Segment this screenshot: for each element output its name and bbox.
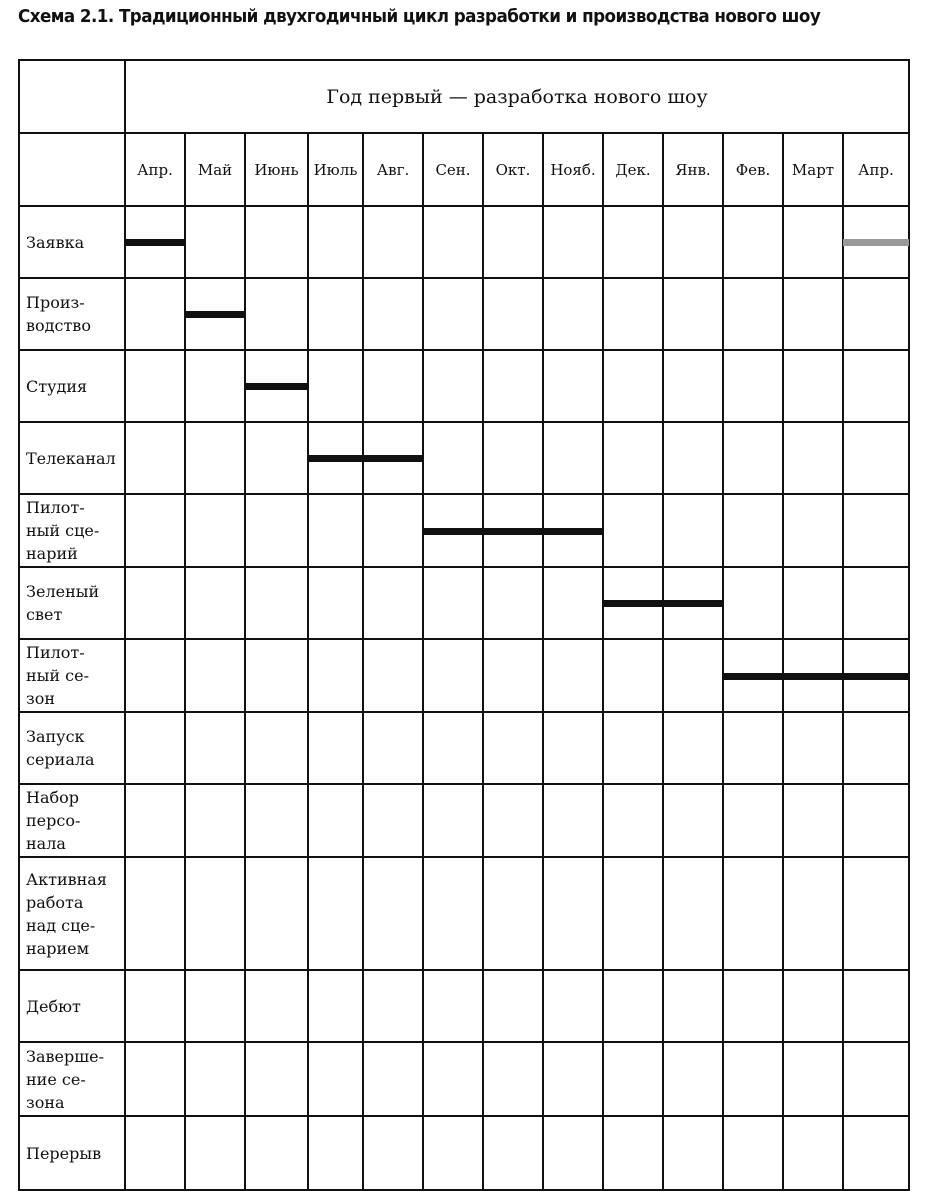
timeline-cell [363, 494, 423, 567]
timeline-cell [308, 712, 363, 784]
timeline-cell [663, 567, 723, 639]
timeline-cell [543, 784, 603, 857]
timeline-cell [125, 857, 185, 970]
timeline-cell [603, 206, 663, 278]
timeline-cell [185, 857, 245, 970]
task-row [20, 784, 908, 857]
timeline-cell [543, 1042, 603, 1116]
month-header: Окт. [483, 133, 543, 206]
timeline-cell [723, 206, 783, 278]
task-row [20, 970, 908, 1042]
timeline-cell [185, 567, 245, 639]
gantt-chart [18, 59, 910, 1191]
timeline-cell [723, 350, 783, 422]
timeline-cell [125, 422, 185, 494]
timeline-cell [363, 970, 423, 1042]
timeline-cell [125, 494, 185, 567]
task-label: Заверше- ние се- зона [20, 1042, 125, 1116]
timeline-cell [185, 712, 245, 784]
timeline-cell [783, 639, 843, 712]
timeline-cell [663, 970, 723, 1042]
timeline-cell [308, 1116, 363, 1190]
timeline-cell [185, 350, 245, 422]
timeline-cell [603, 639, 663, 712]
timeline-cell [783, 1116, 843, 1190]
task-row [20, 350, 908, 422]
timeline-cell [423, 494, 483, 567]
timeline-cell [543, 639, 603, 712]
timeline-cell [843, 712, 908, 784]
timeline-cell [185, 1116, 245, 1190]
timeline-cell [843, 206, 908, 278]
timeline-cell [423, 278, 483, 350]
timeline-cell [308, 970, 363, 1042]
timeline-cell [543, 206, 603, 278]
timeline-cell [663, 712, 723, 784]
timeline-cell [603, 567, 663, 639]
task-label: Дебют [20, 970, 125, 1042]
timeline-cell [783, 970, 843, 1042]
timeline-cell [185, 784, 245, 857]
timeline-cell [363, 857, 423, 970]
timeline-cell [185, 1042, 245, 1116]
timeline-cell [723, 712, 783, 784]
timeline-cell [843, 1116, 908, 1190]
timeline-cell [843, 422, 908, 494]
timeline-cell [663, 784, 723, 857]
timeline-cell [663, 639, 723, 712]
timeline-cell [783, 567, 843, 639]
timeline-cell [245, 278, 308, 350]
timeline-cell [783, 1042, 843, 1116]
timeline-bar [245, 383, 309, 390]
timeline-cell [245, 206, 308, 278]
timeline-cell [245, 1116, 308, 1190]
timeline-cell [543, 494, 603, 567]
timeline-cell [185, 970, 245, 1042]
task-label: Пилот- ный сце- нарий [20, 494, 125, 567]
timeline-cell [483, 350, 543, 422]
timeline-cell [363, 784, 423, 857]
timeline-cell [308, 494, 363, 567]
timeline-cell [308, 567, 363, 639]
timeline-cell [363, 278, 423, 350]
timeline-cell [543, 422, 603, 494]
timeline-cell [543, 350, 603, 422]
timeline-cell [185, 278, 245, 350]
timeline-cell [603, 784, 663, 857]
timeline-cell [603, 1042, 663, 1116]
timeline-cell [308, 422, 363, 494]
timeline-cell [723, 857, 783, 970]
timeline-cell [308, 639, 363, 712]
corner-cell-months [20, 133, 125, 206]
timeline-cell [783, 712, 843, 784]
month-header: Нояб. [543, 133, 603, 206]
timeline-cell [125, 1042, 185, 1116]
timeline-cell [363, 422, 423, 494]
timeline-cell [603, 278, 663, 350]
timeline-cell [603, 1116, 663, 1190]
task-row [20, 278, 908, 350]
timeline-cell [543, 1116, 603, 1190]
month-header: Март [783, 133, 843, 206]
timeline-cell [663, 857, 723, 970]
timeline-cell [125, 350, 185, 422]
timeline-bar [125, 239, 186, 246]
timeline-cell [125, 567, 185, 639]
timeline-cell [723, 1042, 783, 1116]
timeline-cell [663, 422, 723, 494]
task-row [20, 422, 908, 494]
timeline-cell [125, 784, 185, 857]
timeline-cell [843, 1042, 908, 1116]
timeline-cell [483, 970, 543, 1042]
timeline-cell [308, 278, 363, 350]
timeline-cell [783, 350, 843, 422]
timeline-cell [245, 970, 308, 1042]
timeline-cell [663, 1042, 723, 1116]
timeline-cell [185, 494, 245, 567]
timeline-cell [663, 206, 723, 278]
timeline-cell [363, 567, 423, 639]
timeline-cell [245, 857, 308, 970]
timeline-cell [245, 639, 308, 712]
task-row [20, 712, 908, 784]
timeline-cell [245, 784, 308, 857]
timeline-cell [723, 639, 783, 712]
task-row [20, 1116, 908, 1190]
timeline-cell [723, 278, 783, 350]
timeline-cell [125, 639, 185, 712]
timeline-cell [603, 350, 663, 422]
task-row [20, 567, 908, 639]
month-header: Сен. [423, 133, 483, 206]
task-label: Телеканал [20, 422, 125, 494]
timeline-cell [603, 712, 663, 784]
timeline-bar [185, 311, 246, 318]
timeline-cell [423, 422, 483, 494]
timeline-cell [245, 422, 308, 494]
timeline-cell [245, 494, 308, 567]
task-row [20, 857, 908, 970]
timeline-cell [483, 206, 543, 278]
timeline-cell [603, 857, 663, 970]
timeline-cell [783, 422, 843, 494]
timeline-cell [125, 1116, 185, 1190]
timeline-cell [723, 970, 783, 1042]
timeline-cell [783, 278, 843, 350]
timeline-cell [783, 784, 843, 857]
timeline-cell [245, 712, 308, 784]
timeline-cell [125, 970, 185, 1042]
timeline-cell [723, 494, 783, 567]
month-header: Авг. [363, 133, 423, 206]
timeline-cell [543, 278, 603, 350]
timeline-cell [483, 1116, 543, 1190]
month-header: Июль [308, 133, 363, 206]
timeline-cell [483, 712, 543, 784]
timeline-cell [483, 784, 543, 857]
timeline-cell [843, 970, 908, 1042]
timeline-cell [843, 350, 908, 422]
timeline-cell [125, 206, 185, 278]
timeline-cell [185, 639, 245, 712]
timeline-cell [245, 350, 308, 422]
timeline-cell [185, 422, 245, 494]
timeline-cell [363, 206, 423, 278]
timeline-cell [423, 206, 483, 278]
corner-cell [20, 61, 125, 133]
timeline-cell [843, 857, 908, 970]
year-header-row [20, 61, 908, 133]
timeline-cell [363, 712, 423, 784]
timeline-cell [423, 350, 483, 422]
timeline-cell [783, 206, 843, 278]
timeline-cell [543, 567, 603, 639]
timeline-cell [185, 206, 245, 278]
task-label: Запуск сериала [20, 712, 125, 784]
month-header: Янв. [663, 133, 723, 206]
timeline-cell [245, 567, 308, 639]
timeline-cell [308, 784, 363, 857]
month-header: Фев. [723, 133, 783, 206]
task-label: Зеленый свет [20, 567, 125, 639]
month-header-row [20, 133, 908, 206]
timeline-cell [423, 1042, 483, 1116]
timeline-cell [125, 712, 185, 784]
timeline-cell [723, 784, 783, 857]
timeline-cell [663, 1116, 723, 1190]
timeline-cell [603, 422, 663, 494]
task-label: Перерыв [20, 1116, 125, 1190]
timeline-cell [603, 970, 663, 1042]
timeline-cell [723, 422, 783, 494]
timeline-cell [663, 350, 723, 422]
month-header: Апр. [843, 133, 908, 206]
task-label: Студия [20, 350, 125, 422]
month-header: Апр. [125, 133, 185, 206]
task-row [20, 639, 908, 712]
timeline-cell [843, 784, 908, 857]
timeline-cell [363, 1116, 423, 1190]
timeline-cell [843, 639, 908, 712]
timeline-cell [423, 1116, 483, 1190]
timeline-cell [543, 857, 603, 970]
task-label: Активная работа над сце- нарием [20, 857, 125, 970]
timeline-cell [603, 494, 663, 567]
timeline-cell [483, 278, 543, 350]
timeline-cell [783, 494, 843, 567]
diagram-title: Схема 2.1. Традиционный двухгодичный цикл разработки и производства нового шоу [18, 6, 821, 27]
month-header: Июнь [245, 133, 308, 206]
timeline-cell [423, 857, 483, 970]
timeline-cell [483, 422, 543, 494]
timeline-cell [423, 970, 483, 1042]
timeline-cell [125, 278, 185, 350]
timeline-cell [543, 712, 603, 784]
timeline-cell [843, 567, 908, 639]
timeline-cell [308, 350, 363, 422]
task-label: Произ- водство [20, 278, 125, 350]
timeline-cell [483, 639, 543, 712]
timeline-cell [723, 1116, 783, 1190]
timeline-cell [783, 857, 843, 970]
timeline-cell [543, 970, 603, 1042]
task-row [20, 494, 908, 567]
timeline-cell [245, 1042, 308, 1116]
task-label: Заявка [20, 206, 125, 278]
timeline-cell [843, 278, 908, 350]
timeline-cell [723, 567, 783, 639]
timeline-cell [423, 784, 483, 857]
month-header: Май [185, 133, 245, 206]
timeline-cell [423, 712, 483, 784]
timeline-cell [843, 494, 908, 567]
gantt-table [20, 61, 908, 1190]
task-label: Набор персо- нала [20, 784, 125, 857]
timeline-cell [423, 639, 483, 712]
task-label: Пилот- ный се- зон [20, 639, 125, 712]
timeline-cell [363, 639, 423, 712]
timeline-cell [483, 857, 543, 970]
year-header: Год первый — разработка нового шоу [125, 61, 908, 133]
month-header: Дек. [603, 133, 663, 206]
timeline-cell [663, 494, 723, 567]
timeline-cell [483, 567, 543, 639]
timeline-cell [308, 1042, 363, 1116]
timeline-cell [308, 206, 363, 278]
timeline-cell [308, 857, 363, 970]
timeline-cell [483, 494, 543, 567]
timeline-cell [483, 1042, 543, 1116]
timeline-cell [663, 278, 723, 350]
timeline-cell [423, 567, 483, 639]
task-row [20, 206, 908, 278]
timeline-cell [363, 1042, 423, 1116]
timeline-bar [843, 239, 909, 246]
timeline-cell [363, 350, 423, 422]
task-row [20, 1042, 908, 1116]
